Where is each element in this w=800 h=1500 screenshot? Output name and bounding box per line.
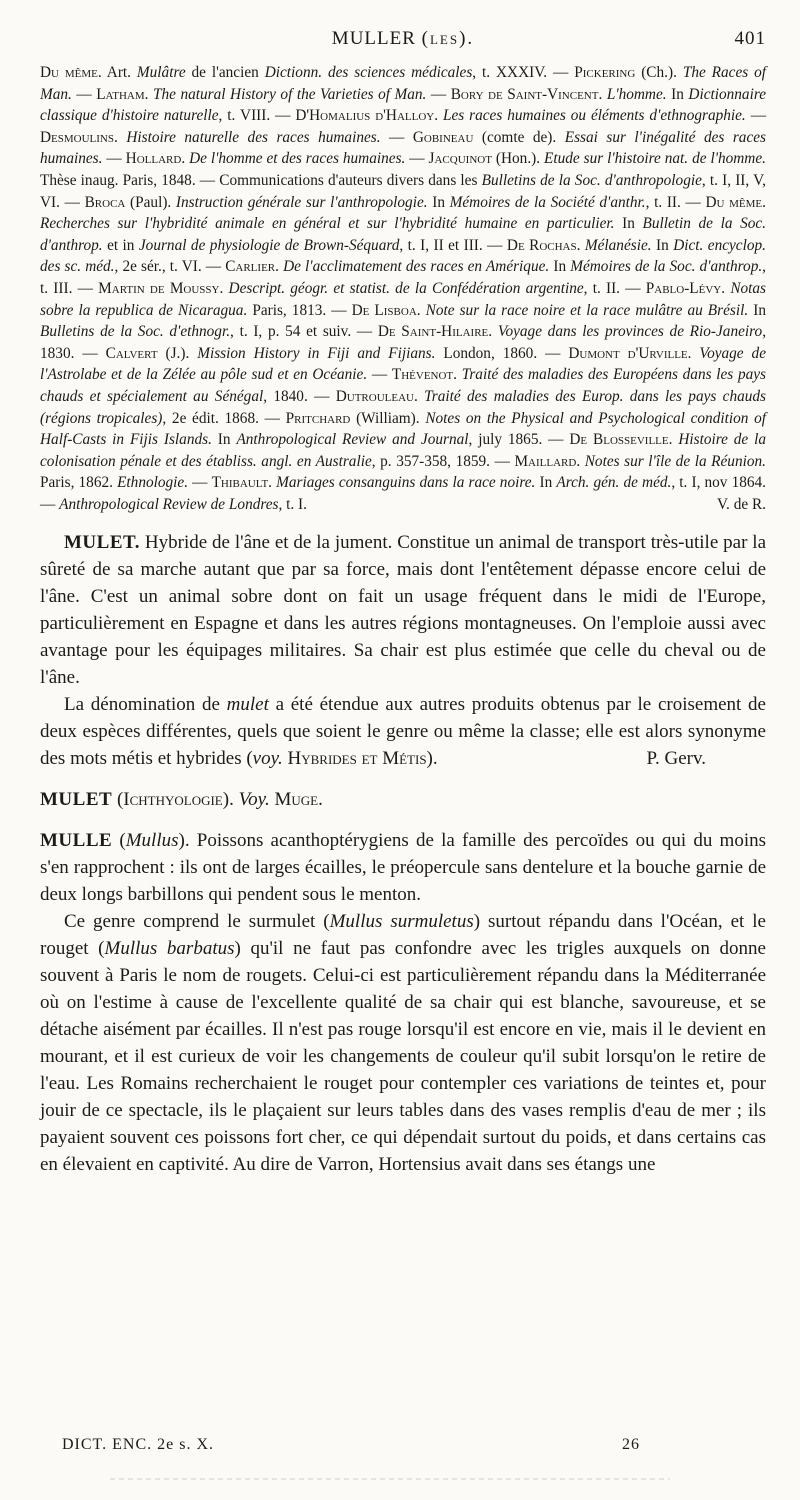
bibliography-run: D'Homalius d'Halloy — [295, 107, 435, 125]
bibliography-run: Instruction générale sur l'anthropologie. — [175, 193, 428, 211]
bibliography-run: Traité des maladies des Européens dans les pays chauds et spécialement au Sénégal — [40, 366, 766, 405]
entry-mulet-ichthyologie — [40, 786, 766, 813]
bibliography-run: Dutrouleau — [335, 387, 414, 405]
bibliography-run: . — [219, 279, 229, 297]
bibliography-run: , t. III. — — [40, 258, 766, 297]
bibliography-run: Paris, 1813. — — [247, 301, 352, 319]
bibliography-run: Thévenot — [391, 366, 454, 384]
headword-mulle: MULLE — [40, 830, 113, 852]
bibliography-run: Du même — [705, 193, 763, 211]
bibliography-run: — — [405, 150, 429, 168]
bibliography-run: . — [762, 193, 766, 211]
bibliography-run: Les races humaines ou éléments d'ethnographie. — [442, 107, 746, 125]
mulet-text-1: Hybride de l'âne et de la jument. Constitue un animal de transport très-utile par la sûreté de sa marche autant que par sa force, mais dont l'entêtement dépasse encore celui de l'âne. C'est un animal sobre dont on fait un usage fréquent dans le midi de l'Europe, particulièrement en Espagne et dans les autres régions montagneuses. On l'emploie aussi avec avantage pour les équipages militaires. Sa chair est plus estimée que celle du cheval ou de l'âne. — [40, 532, 766, 689]
bibliography-run: Dictionnaire classique d'histoire naturelle — [40, 85, 766, 125]
bibliography-run: (Paul). — [125, 193, 176, 211]
bibliography-run: Pritchard — [285, 409, 351, 427]
entry-mulet-paragraph-1 — [40, 529, 766, 691]
bibliography-run: — — [426, 85, 451, 103]
bibliography-run: Mission History in Fiji and Fijians. — [197, 344, 436, 362]
bibliography-run: . — [268, 474, 277, 492]
bibliography-run: Pablo-Lévy — [645, 279, 722, 297]
bibliography-run: , t. I, II et III. — — [399, 236, 507, 254]
bibliography-run: — — [380, 128, 413, 146]
bibliography-run: Pickering — [574, 64, 636, 81]
bibliography-run: . — [668, 431, 679, 449]
bibliography-run: The natural History of the Varieties of Man. — [153, 85, 427, 103]
bibliography-run: . — [144, 85, 154, 103]
running-title — [40, 28, 766, 50]
bibliography-run: . — [413, 387, 425, 405]
bibliography-run: Bulletins de la Soc. d'ethnogr. — [40, 323, 231, 341]
bibliography-run: — — [102, 150, 126, 168]
bibliography-run: , t. I, p. 54 et suiv. — — [230, 323, 378, 341]
bibliography-run: Arch. gén. de méd. — [556, 474, 672, 492]
signature-number: 26 — [622, 1436, 640, 1453]
bibliography-run: Bulletin de la Soc. d'anthrop. — [40, 215, 766, 254]
bibliography-run: . — [576, 236, 585, 254]
bibliography-run: In — [666, 85, 689, 103]
bibliography-run: . — [181, 150, 190, 168]
bibliography-run: — — [745, 107, 766, 125]
bibliography-run: . — [114, 128, 127, 146]
mulet-refs: Hybrides et Métis). — [282, 748, 438, 770]
bibliography-run: Martin de Moussy — [98, 279, 220, 297]
mulle-latin-2: Mullus barbatus — [104, 938, 235, 960]
bibliography-run: . — [488, 323, 498, 341]
headword-mulet-2: MULET — [40, 789, 113, 811]
bibliography-run: Histoire de la colonisation pénale et des établiss. angl. en Australie — [40, 431, 767, 470]
bibliography-run: , t. I, II, V, VI. — — [40, 171, 766, 211]
bibliography-run: . — [721, 279, 731, 297]
bibliography-run: , t. I. — [278, 495, 307, 513]
bibliography-run: De Lisboa — [351, 301, 417, 319]
bibliography-run: Descript. géogr. et statist. de la Confédération argentine — [228, 279, 584, 297]
header-title: MULLER — [331, 28, 416, 49]
mulet-em: mulet — [226, 694, 269, 716]
bibliography-run: Bulletins de la Soc. d'anthropologie — [481, 171, 702, 189]
bibliography-run: De l'homme et des races humaines. — [189, 150, 406, 168]
bibliography-run: Latham — [96, 85, 145, 103]
mulle-text-1: . Poissons acanthoptérygiens de la famille des percoïdes ou qui du moins s'en rapprochent : ils ont de larges écailles, le préopercule sans dentelure et la bouche garnie de deux longs barbillons qui pendent sous le menton. — [40, 830, 767, 906]
bibliography-run: Dumont d'Urville — [568, 344, 688, 362]
bibliography-run: . — [576, 452, 585, 470]
bibliography-text — [40, 64, 766, 513]
bibliography-run: Du même — [40, 64, 98, 81]
mulet-text-2b: a été étendue aux autres produits obtenus par le croisement de deux espèces différentes, quels que soient le genre ou même la classe; elle est alors synonyme des mots métis et hybrides ( — [40, 694, 766, 770]
bibliography-run: In — [427, 193, 450, 211]
mulle-text-2b: ) surtout répandu dans l'Océan, et le rouget ( — [40, 911, 766, 960]
bibliography-run: — — [188, 474, 212, 492]
mulet-signature: P. Gerv. — [646, 748, 706, 770]
bibliography-run: Note sur la race noire et la race mulâtre au Brésil. — [425, 301, 749, 319]
mulle-text-2c: ) qu'il ne faut pas confondre avec les trigles auxquels on donne souvent à Paris le nom de rougets. Celui-ci est particulièrement répandu dans la Méditerranée où on l'estime à cause de l'excellente qualité de sa chair qui est blanche, savoureuse, et se détache aisément par écailles. Il n'est pas rouge lorsqu'il est encore en vie, mais il le devient en mourant, et il est curieux de voir les changements de couleur qu'il subit lorsqu'on le retire de l'eau. Les Romains recherchaient le rouget pour contempler ces variations de teintes et, pour jouir de ce spectacle, ils le plaçaient sur leurs tables dans des vases remplis d'eau de mer ; ils payaient souvent ces poissons fort cher, ce qui dépendait surtout du poids, et dans certains cas en élevaient en captivité. Au dire de Varron, Hortensius avait dans ses étangs une — [40, 938, 766, 1176]
bibliography-run: De Saint-Hilaire — [377, 323, 489, 341]
bibliography-run: Broca — [84, 193, 126, 211]
bibliography-run: In — [535, 474, 557, 492]
headword-mulet: MULET. — [64, 532, 141, 554]
bibliography-run: — — [71, 85, 97, 103]
bibliography-run: , t. II. — — [583, 279, 646, 297]
entry-mulet2-line — [40, 786, 766, 813]
bibliography-run: Etude sur l'histoire nat. de l'homme. — [544, 150, 766, 168]
show-through-line — [110, 1478, 670, 1480]
bibliography-run: Paris, 1862. — [40, 474, 118, 492]
bibliography-run: . — [434, 107, 443, 125]
mulet-text-2a: La dénomination de — [64, 694, 227, 716]
bibliography-run: (J.). — [157, 344, 198, 362]
bibliography-run: . — [687, 344, 700, 362]
bibliography-run: Notes on the Physical and Psychological condition of Half-Casts in Fijis Islands. — [40, 409, 766, 449]
entry-mulle — [40, 827, 766, 1178]
bibliography-run: , t. XXXIV. — — [472, 64, 575, 81]
bibliography-run: Thèse inaug. Paris, 1848. — Communications d'auteurs divers dans les — [40, 171, 482, 189]
page — [40, 28, 766, 1178]
bibliography-run: Gobineau — [412, 128, 474, 146]
signature-mark: DICT. ENC. 2e s. X. — [62, 1436, 215, 1453]
bibliography-run: De l'acclimatement des races en Amérique. — [283, 258, 550, 276]
bibliography-run: Calvert — [105, 344, 158, 362]
bibliography-run: Anthropological Review de Londres — [59, 495, 279, 513]
bibliography-run: , t. VIII. — — [218, 107, 296, 125]
bibliography-run: In — [549, 258, 571, 276]
mulle-latin-1: Mullus surmuletus — [329, 911, 474, 933]
bibliography-run: Mélanésie. — [584, 236, 652, 254]
mulet2-ref: Muge. — [269, 789, 323, 811]
bibliography-run: Dictionn. des sciences médicales — [264, 64, 473, 81]
bibliography-run: . — [598, 85, 607, 103]
bibliography-run: Thibault — [211, 474, 269, 492]
bibliography-run: Journal de physiologie de Brown-Séquard — [138, 236, 400, 254]
bibliography-run: Voyage de l'Astrolabe et de la Zélée au pôle sud et en Océanie. — [40, 344, 766, 384]
bibliography-run: Ethnologie. — [117, 474, 189, 492]
bibliography-run: . — [416, 301, 426, 319]
bibliography-run: Mariages consanguins dans la race noire. — [276, 474, 536, 492]
bibliography-run: London, 1860. — — [435, 344, 569, 362]
bibliography-run: Voyage dans les provinces de Rio-Janeiro — [497, 323, 763, 341]
bibliography-run: . — [453, 366, 462, 384]
bibliography-run: Jacquinot — [428, 150, 492, 168]
bibliography-run: L'homme. — [606, 85, 667, 103]
bibliography-run: , 1840. — — [263, 387, 336, 405]
bibliography-run: , 2e édit. 1868. — — [162, 409, 286, 427]
page-number: 401 — [734, 28, 766, 49]
mulet2-voy: Voy. — [238, 789, 270, 811]
bibliography-run: . Art. — [97, 64, 137, 81]
bibliography-run: (William). — [350, 409, 426, 427]
bibliography-run: In — [211, 431, 237, 449]
bibliography-run: (Hon.). — [491, 150, 544, 168]
mulle-text-2a: Ce genre comprend le surmulet ( — [64, 911, 330, 933]
bibliography-run: Mémoires de la Soc. d'anthrop. — [570, 258, 763, 276]
bibliography-run: De Rochas — [506, 236, 577, 254]
bibliography-run: Notas sobre la republica de Nicaragua. — [40, 279, 767, 319]
bibliography-run: Histoire naturelle des races humaines. — [126, 128, 381, 146]
bibliography-run: Notes sur l'île de la Réunion. — [584, 452, 766, 470]
entry-mulle-paragraph-2 — [40, 908, 766, 1178]
bibliography-run: In — [748, 301, 766, 319]
bibliography-run: Essai sur l'inégalité des races humaines. — [40, 128, 766, 168]
bibliography-run: — — [367, 366, 392, 384]
mulet-voy: voy. — [252, 748, 283, 770]
bibliography-run: , july 1865. — — [468, 431, 570, 449]
bibliography-run: , 2e sér., t. VI. — — [114, 258, 226, 276]
bibliography-run: In — [614, 215, 643, 233]
header-title-suffix: (les). — [421, 28, 475, 49]
bibliography-run: , t. II. — — [645, 193, 706, 211]
entry-mulet — [40, 529, 766, 772]
bibliography-run: De Blosseville — [569, 431, 669, 449]
bibliography-signature: V. de R. — [716, 495, 766, 513]
bibliography-run: Maillard — [514, 452, 577, 470]
bibliography-run: et in — [102, 236, 139, 254]
bibliography-run: (comte de). — [473, 128, 565, 146]
bibliography-run: Bory de Saint-Vincent — [450, 85, 599, 103]
bibliography-run: . — [275, 258, 284, 276]
bibliography-run: Dict. encyclop. des sc. méd. — [40, 236, 766, 276]
bibliography-run: Mulâtre — [136, 64, 186, 81]
bibliography-run: Carlier — [225, 258, 276, 276]
mulle-latin: Mullus — [125, 830, 179, 852]
bibliography-run: , p. 357-358, 1859. — — [371, 452, 515, 470]
bibliography-run: Anthropological Review and Journal — [236, 431, 469, 449]
bibliography-run: The Races of Man. — [40, 64, 766, 103]
running-header — [40, 28, 766, 58]
mulet2-qualifier: (Ichthyologie). — [112, 789, 239, 811]
entry-mulle-paragraph-1: MULLE (Mullus). Poissons acanthoptérygiens de la famille des percoïdes ou qui du moins s'en rapprochent : ils ont de larges écailles, le préopercule sans dentelure et la bouche garnie de deux longs barbillons qui pendent sous le menton. — [40, 830, 767, 906]
bibliography-run: Mémoires de la Société d'anthr. — [449, 193, 646, 211]
bibliography-run: , 1830. — — [40, 323, 767, 362]
bibliography-run: Hollard — [125, 150, 182, 168]
bibliography-run: Desmoulins — [40, 128, 114, 146]
bibliography-run: In — [651, 236, 674, 254]
bibliography-run: Recherches sur l'hybridité animale en général et sur l'hybridité humaine en particulier. — [40, 215, 615, 233]
bibliography-run: Traité des maladies des Europ. dans les pays chauds (régions tropicales) — [40, 387, 766, 427]
bibliography-run: , t. I, nov 1864. — — [40, 474, 766, 513]
bibliography-run: de l'ancien — [185, 64, 265, 81]
bibliography-run: (Ch.). — [635, 64, 683, 81]
bibliography-block — [40, 62, 766, 515]
